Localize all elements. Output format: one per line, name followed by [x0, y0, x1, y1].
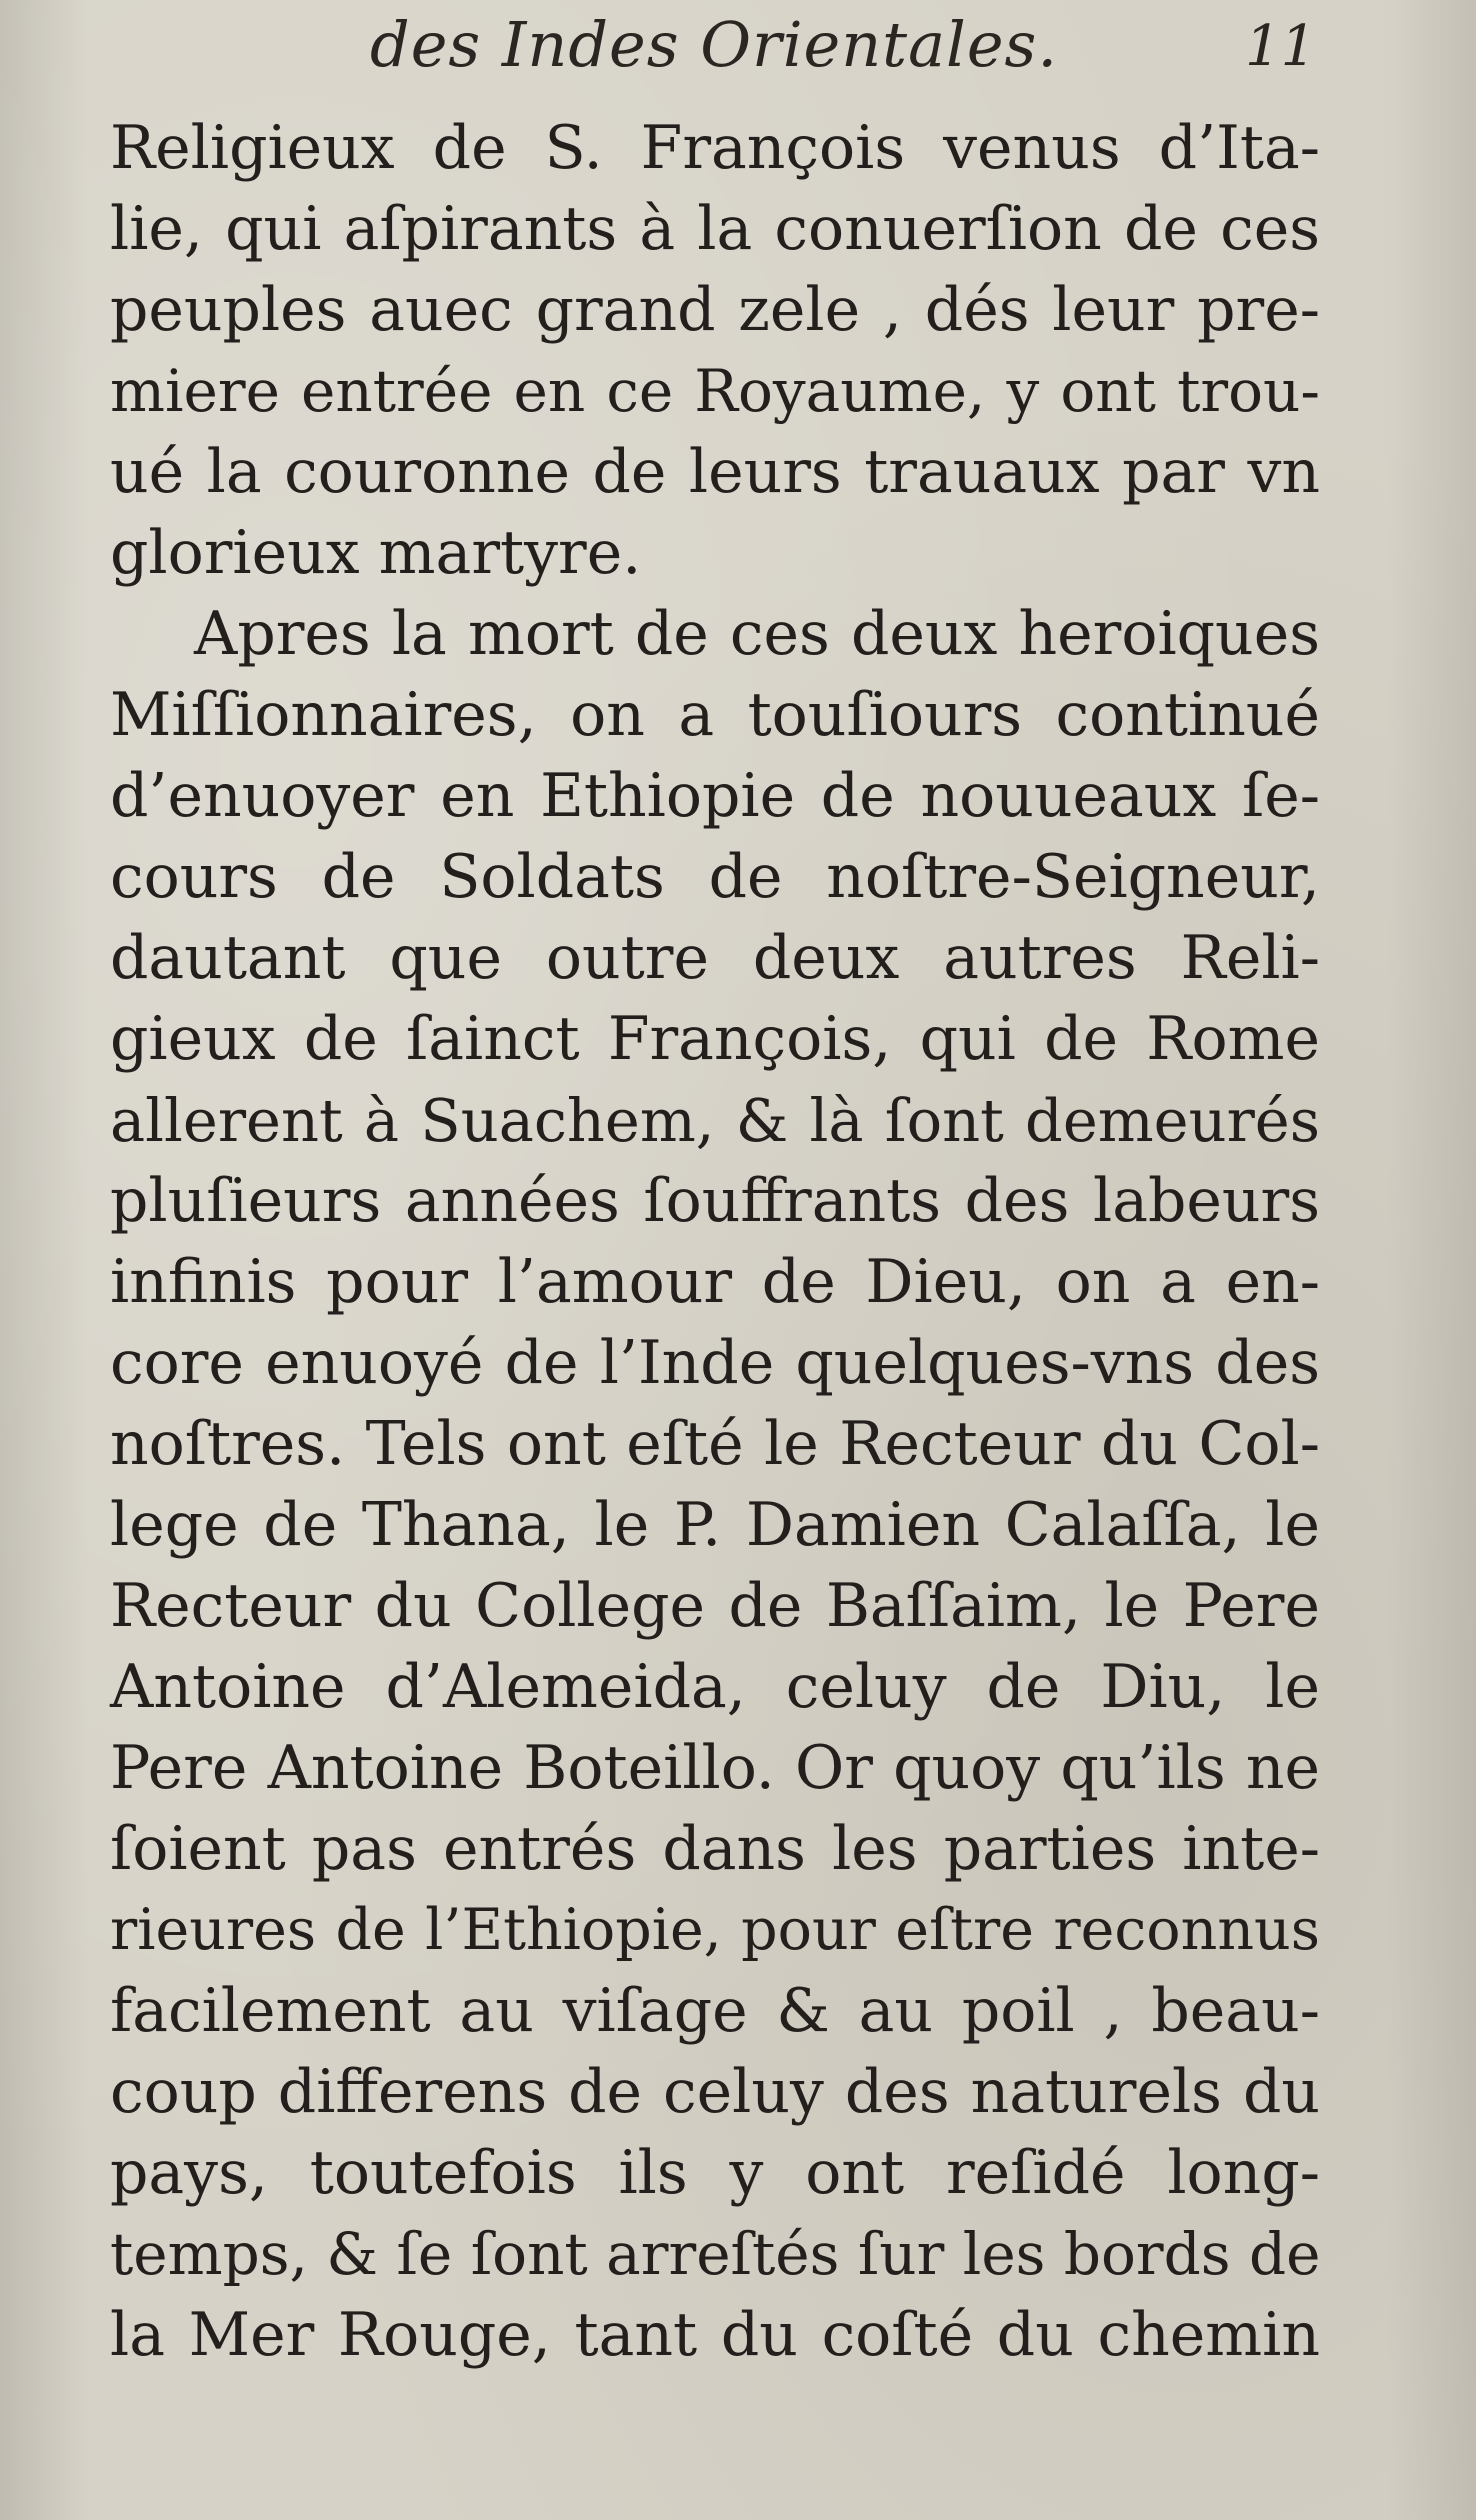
text-line: glorieux martyre. [110, 518, 642, 588]
page-number: 11 [1245, 14, 1317, 79]
text-line: ué la couronne de leurs trauaux par vn [110, 437, 1320, 507]
text-line: allerent à Suachem, & là ſont demeurés [110, 1086, 1320, 1155]
text-line: Religieux de S. François venus d’Ita- [110, 113, 1320, 183]
text-line: pays, toutefois ils y ont reſidé long- [110, 2138, 1320, 2208]
text-line: Apres la mort de ces deux heroiques [194, 599, 1320, 669]
text-line: Recteur du College de Baſſaim, le Pere [110, 1571, 1320, 1641]
text-line: rieures de l’Ethiopie, pour eſtre reconnus [110, 1897, 1320, 1963]
text-line: gieux de ſainct François, qui de Rome [110, 1004, 1320, 1074]
text-line: facilement au viſage & au poil , beau- [110, 1976, 1320, 2046]
text-line: coup differens de celuy des naturels du [110, 2057, 1320, 2127]
text-line: noſtres. Tels ont eſté le Recteur du Col- [110, 1409, 1320, 1479]
text-line: peuples auec grand zele , dés leur pre- [110, 275, 1320, 345]
text-line: Pere Antoine Boteillo. Or quoy qu’ils ne [110, 1733, 1320, 1803]
text-line: la Mer Rouge, tant du coſté du chemin [110, 2300, 1320, 2370]
text-line: miere entrée en ce Royaume, y ont trou- [110, 357, 1320, 425]
page-header [0, 0, 1476, 90]
text-line: Miſſionnaires, on a touſiours continué [110, 680, 1320, 750]
text-line: lie, qui aſpirants à la conuerſion de ces [110, 194, 1320, 264]
text-line: core enuoyé de l’Inde quelques-vns des [110, 1328, 1320, 1398]
text-line: lege de Thana, le P. Damien Calaſſa, le [110, 1490, 1320, 1560]
text-line: temps, & ſe ſont arreſtés ſur les bords de [110, 2220, 1321, 2288]
text-line: ſoient pas entrés dans les parties inte- [110, 1814, 1320, 1884]
body-text [110, 108, 1320, 2376]
text-line: d’enuoyer en Ethiopie de nouueaux ſe- [110, 761, 1320, 831]
text-line: Antoine d’Alemeida, celuy de Diu, le [110, 1652, 1320, 1722]
paragraph [110, 108, 1320, 594]
text-line: cours de Soldats de noſtre-Seigneur, [110, 842, 1320, 912]
text-line: infinis pour l’amour de Dieu, on a en- [110, 1247, 1320, 1317]
text-line: dautant que outre deux autres Reli- [110, 923, 1320, 993]
running-title: des Indes Orientales. [370, 8, 1059, 81]
paragraph [110, 594, 1320, 2376]
text-line: pluſieurs années ſouffrants des labeurs [110, 1166, 1320, 1236]
